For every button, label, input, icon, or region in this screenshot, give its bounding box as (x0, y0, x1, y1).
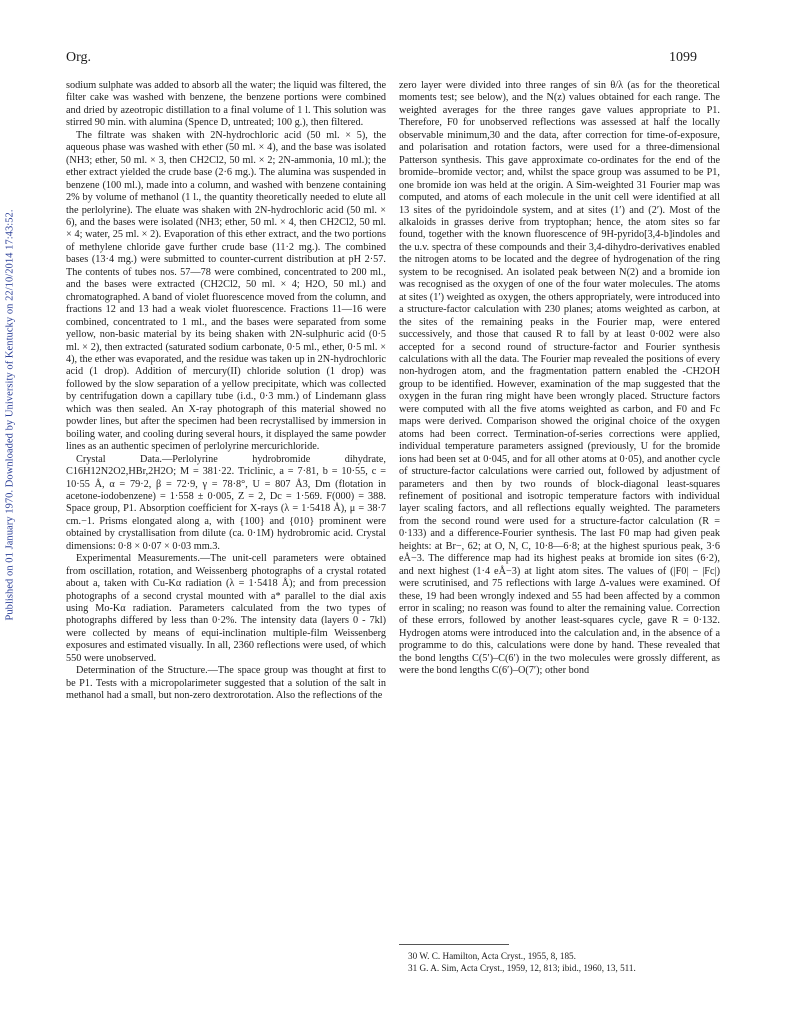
paragraph-experimental-measurements: Experimental Measurements.—The unit-cell parameters were obtained from oscillation, rotation, and Weissenberg photographs of a crystal rotated about a, taken with Cu-Kα radiation (λ = 1·5418 Å); and from precession photographs of a second crystal mounted with a* parallel to the dial axis using Mo-Kα radiation. Parameters calculated from the two types of photographs differed by less than 0·2%. The intensity data (layers 0 - 7kl) were collected by means of equi-inclination multiple-film Weissenberg exposures and estimated visually. In all, 2360 reflections were used, of which 550 were unobserved. (66, 553, 386, 664)
footnotes (408, 950, 720, 974)
footnote-30: 30 W. C. Hamilton, Acta Cryst., 1955, 8, 185. (408, 951, 576, 961)
page-number: 1099 (669, 50, 697, 65)
watermark-text: Published on 01 January 1970. Downloaded by University of Kentucky on 22/10/2014 17:43:52. (4, 209, 16, 621)
right-text-column (399, 80, 720, 678)
paragraph-crystal-data: Crystal Data.—Perlolyrine hydrobromide dihydrate, C16H12N2O2,HBr,2H2O; M = 381·22. Triclinic, a = 7·81, b = 10·55, c = 10·55 Å, α = 79·2, β = 72·9, γ = 78·8°, U = 807 Å3, Dm (flotation in acetone-iodobenzene) = 1·558 ± 0·005, Z = 2, Dc = 1·569. F(000) = 388. Space group, P1. Absorption coefficient for X-rays (λ = 1·5418 Å), μ = 38·7 cm.−1. Prisms elongated along a, with {100} and {010} prominent were obtained by crystallisation from dilute (ca. 0·1M) hydrobromic acid. Crystal dimensions: 0·8 × 0·07 × 0·03 mm.3. (66, 453, 386, 552)
footnote-31: 31 G. A. Sim, Acta Cryst., 1959, 12, 813; ibid., 1960, 13, 511. (408, 963, 636, 973)
paragraph-structure-solution: zero layer were divided into three ranges of sin θ/λ (as for the theoretical moments test; see below), and the N(z) values obtained for each range. The weighted averages for the three ranges gave values appropriate to P1. Therefore, F0 for unobserved reflections was assessed at half the locally observable minimum,30 and the data, after correction for time-of-exposure, and polarisation and rotation factors, were used for a three-dimensional Patterson synthesis. This gave approximate co-ordinates for the end of the bromide–bromide vector; and, whilst the space group was assumed to be P1, one bromide ion was held at the origin. A Sim-weighted 31 Fourier map was computed, and atoms of each molecule in the unit cell were identified at all 13 sites of the pyridoindole system, and at sites (1′) and (2′). Most of the alkaloids in grasses derive from tryptophan; hence, the atom sites so far found, together with the known fluorescence of 9H-pyrido[3,4-b]indoles and the u.v. spectra of these compounds and their 3,4-dihydro-derivatives enabled the nitrogen atoms to be located and the degree of hydrogenation of the ring system to be recognised. An isolated peak between N(2) and a bromide ion was recognised as the oxygen of one of the four water molecules. The atoms at sites (1′) weighted as oxygen, the others appropriately, were introduced into a structure-factor calculation with 230 planes; atoms weighted as carbon, at the sites of the remaining peaks in the Fourier map, were entered successively, and those that caused R to fall by at least 0·002 were also accepted for a second round of structure-factor and Fourier synthesis calculations with all the data. The Fourier map revealed the positions of every non-hydrogen atom, and the fragmentation pattern enabled the -CH2OH group to be identified. However, examination of the map suggested that the oxygen in the furan ring might have been wrongly placed. Structure factors were computed with all the five atoms weighted as carbon, and F0 and Fc maps were derived. Comparison showed the original choice of the oxygen atoms had been correct. Termination-of-series corrections were applied, individual temperature parameters assigned (previously, U for the bromide ions had been set at 0·045, and for all other atoms at 0·05), and another cycle of structure-factor calculations were carried out, followed by adjustment of parameters and then by two rounds of block-diagonal least-squares refinement of positional and isotropic temperature factors with individual layer scaling factors, and all reflections equally weighted. The parameters from the second round were used for a structure-factor calculation (R = 0·133) and a difference-Fourier synthesis. The last F0 map had given peak heights: at Br−, 62; at O, N, C, 10·8—6·8; at the highest spurious peak, 3·6 eÅ−3. The difference map had its highest peaks at bromide ion sites (6·2), and next highest (1·4 eÅ−3) at light atom sites. The values of (|F0| − |Fc|) were scrutinised, and 75 reflections with large Δ-values were examined. Of these, 19 had been wrongly indexed and 55 had been affected by a common error in scaling; no reason was found to alter the remaining value. Correction of these errors, followed by another least-squares cycle, gave R = 0·132. Hydrogen atoms were introduced into the calculation and, in the absence of a programme to do this, calculations were done by hand. These revealed that the bond lengths C(5′)–C(6′) in the two molecules were grossly different, as were the bond lengths C(6′)–O(7′); other bond (399, 80, 720, 677)
paragraph-workup-continued: sodium sulphate was added to absorb all the water; the liquid was filtered, the filter cake was washed with benzene, the benzene portions were combined and dried by azeotropic distillation to a final volume of 1 l. This solution was stirred 90 min. with alumina (Spence D, untreated; 100 g.), then filtered. (66, 80, 386, 129)
footnote-divider (399, 944, 509, 945)
paragraph-filtrate-extraction: The filtrate was shaken with 2N-hydrochloric acid (50 ml. × 5), the aqueous phase was washed with ether (50 ml. × 4), and the base was isolated (NH3; ether, 50 ml. × 3, then CH2Cl2, 50 ml. × 2; 2N-ammonia, 10 ml.); the ether extract yielded the crude base (2·6 mg.). The alumina was suspended in benzene (100 ml.), made into a column, and washed with benzene containing 2% by volume of methanol (1 l., the quantity theoretically needed to elute all the perlolyrine). The eluate was shaken with 2N-hydrochloric acid (50 ml. × 6), and the bases were isolated (NH3; ether, 50 ml. × 4, then CH2Cl2, 50 ml. × 4; water, 25 ml. × 2). Evaporation of this ether extract, and the two portions of methylene chloride gave further crude base (11·2 mg.). The combined bases (13·4 mg.) were submitted to counter-current distribution at pH 2·57. The contents of tubes nos. 57—78 were combined, concentrated to 200 ml., and the bases were extracted (CH2Cl2, 50 ml. × 4; H2O, 50 ml.) and chromatographed. A band of violet fluorescence moved from the column, and fractions 12 and 13 had a weak violet fluorescence. Fractions 11—16 were combined, concentrated to 1 ml., and the bases were separated from some yellow, non-basic material by its being shaken with 2N-sulphuric acid (0·5 ml. × 2), then extracted (saturated sodium carbonate, 0·5 ml., ether, 0·5 ml. × 4), the ether was evaporated, and the residue was taken up in 2N-hydrochloric acid (1 drop). Addition of mercury(II) chloride solution (1 drop) was followed by the slow separation of a yellow precipitate, which was collected by centrifugation down a capillary tube (i.d., 0·3 mm.) of Lindemann glass which was then sealed. An X-ray photograph of this material showed no powder lines, but after the specimen had been recrystallised by immersion in boiling water, and cooling during several hours, it displayed the same powder lines as an authentic specimen of perlolyrine mercurichloride. (66, 129, 386, 453)
download-watermark (0, 0, 20, 1035)
left-text-column (66, 80, 386, 703)
paragraph-structure-determination: Determination of the Structure.—The space group was thought at first to be P1. Tests with a micropolarimeter suggested that a solution of the salt in methanol had a small, but non-zero dextrorotation. Also the reflections of the (66, 665, 386, 702)
journal-section-label: Org. (66, 50, 92, 65)
